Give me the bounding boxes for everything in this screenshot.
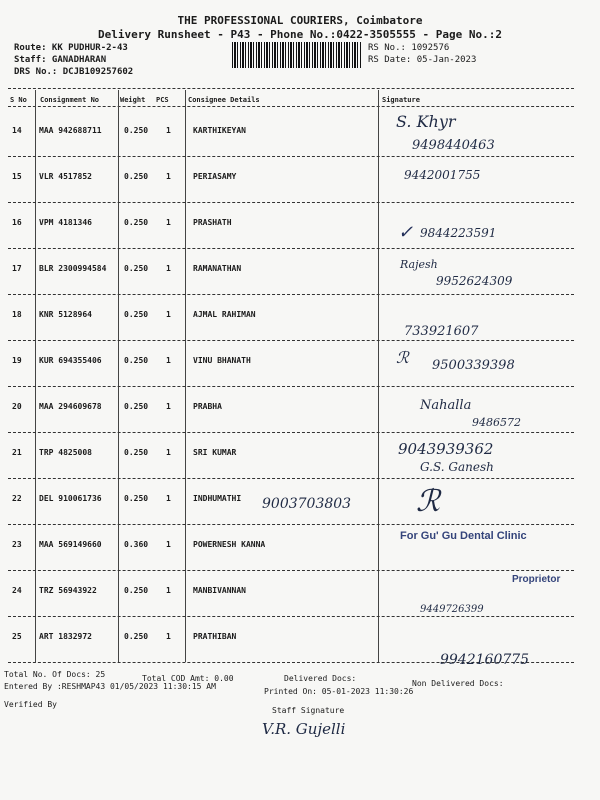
row-consignee: MANBIVANNAN	[193, 586, 246, 595]
row-sno: 24	[12, 586, 22, 595]
row-sno: 17	[12, 264, 22, 273]
runsheet-title: Delivery Runsheet - P43 - Phone No.:0422-3505555 - Page No.:2	[98, 28, 502, 41]
row-consignment: BLR 2300994584	[39, 264, 107, 273]
verified-by: Verified By	[4, 700, 57, 709]
entered-by: Entered By :RESHMAP43 01/05/2023 11:30:15 AM	[4, 682, 216, 691]
col-header-consignee: Consignee Details	[188, 96, 260, 104]
row-pcs: 1	[166, 540, 171, 549]
signature-14: S. Khyr	[396, 112, 456, 131]
barcode	[232, 42, 362, 68]
row-consignment: TRP 4825008	[39, 448, 92, 457]
row-consignee: POWERNESH KANNA	[193, 540, 266, 549]
divider	[8, 88, 574, 89]
phone-handwritten-19: 9500339398	[432, 358, 515, 373]
row-pcs: 1	[166, 494, 171, 503]
rs-date: RS Date: 05-Jan-2023	[368, 55, 477, 65]
row-sno: 18	[12, 310, 22, 319]
phone-handwritten-20: 9486572	[472, 416, 521, 429]
col-header-weight: Weight	[120, 96, 146, 104]
row-consignee: VINU BHANATH	[193, 356, 251, 365]
row-consignee: PRABHA	[193, 402, 222, 411]
phone-handwritten-14: 9498440463	[412, 138, 495, 153]
row-sno: 20	[12, 402, 22, 411]
row-consignment: VLR 4517852	[39, 172, 92, 181]
divider	[8, 106, 574, 107]
row-consignment: MAA 294609678	[39, 402, 102, 411]
rs-number: RS No.: 1092576	[368, 43, 450, 53]
signature-19-mark: ℛ	[396, 348, 409, 367]
drs-number: DRS No.: DCJB109257602	[14, 67, 134, 77]
staff-signature: V.R. Gujelli	[262, 720, 346, 738]
col-header-sno: S No	[10, 96, 27, 104]
row-consignee: INDHUMATHI	[193, 494, 242, 503]
staff: Staff: GANADHARAN	[14, 55, 107, 65]
row-consignment: MAA 942688711	[39, 126, 102, 135]
row-consignee: SRI KUMAR	[193, 448, 237, 457]
row-sno: 25	[12, 632, 22, 641]
staff-signature-label: Staff Signature	[272, 706, 345, 715]
company-name: THE PROFESSIONAL COURIERS, Coimbatore	[177, 14, 423, 27]
phone-handwritten-17: 9952624309	[436, 274, 513, 288]
row-pcs: 1	[166, 448, 171, 457]
total-cod: Total COD Amt: 0.00	[142, 674, 234, 683]
row-consignee: PRASHATH	[193, 218, 232, 227]
row-weight: 0.250	[124, 218, 149, 227]
route: Route: KK PUDHUR-2-43	[14, 43, 128, 53]
row-weight: 0.250	[124, 586, 149, 595]
row-sno: 21	[12, 448, 22, 457]
row-consignment: KUR 694355406	[39, 356, 102, 365]
clinic-stamp: For Gu' Gu Dental Clinic	[400, 530, 527, 542]
signature-22-mark: ℛ	[416, 484, 440, 519]
row-sno: 15	[12, 172, 22, 181]
row-pcs: 1	[166, 264, 171, 273]
row-pcs: 1	[166, 310, 171, 319]
table-row	[0, 202, 600, 248]
row-sno: 22	[12, 494, 22, 503]
row-consignee: AJMAL RAHIMAN	[193, 310, 256, 319]
row-consignment: KNR 5128964	[39, 310, 92, 319]
row-consignee: PRATHIBAN	[193, 632, 237, 641]
row-sno: 19	[12, 356, 22, 365]
row-weight: 0.250	[124, 448, 149, 457]
total-docs: Total No. Of Docs: 25	[4, 670, 106, 679]
phone-handwritten-25: 9942160775	[440, 652, 530, 668]
row-weight: 0.360	[124, 540, 149, 549]
phone-handwritten-16: 9844223591	[420, 226, 497, 240]
row-weight: 0.250	[124, 402, 149, 411]
row-weight: 0.250	[124, 632, 149, 641]
table-row	[0, 156, 600, 202]
row-weight: 0.250	[124, 310, 149, 319]
row-pcs: 1	[166, 172, 171, 181]
phone-handwritten-18: 733921607	[404, 324, 479, 339]
row-consignment: ART 1832972	[39, 632, 92, 641]
col-header-consignment: Consignment No	[40, 96, 100, 104]
table-row	[0, 294, 600, 340]
phone-handwritten-22: 9003703803	[262, 496, 352, 512]
row-weight: 0.250	[124, 494, 149, 503]
col-header-signature: Signature	[382, 96, 420, 104]
table-row	[0, 432, 600, 478]
row-weight: 0.250	[124, 356, 149, 365]
signature-17: Rajesh	[400, 258, 438, 271]
phone-handwritten-21: 9043939362	[398, 440, 494, 458]
non-delivered-docs: Non Delivered Docs:	[412, 679, 504, 688]
row-sno: 14	[12, 126, 22, 135]
row-sno: 23	[12, 540, 22, 549]
phone-handwritten-15: 9442001755	[404, 168, 481, 182]
signature-21: G.S. Ganesh	[420, 460, 494, 474]
row-pcs: 1	[166, 126, 171, 135]
row-pcs: 1	[166, 218, 171, 227]
row-consignee: PERIASAMY	[193, 172, 237, 181]
row-pcs: 1	[166, 402, 171, 411]
row-pcs: 1	[166, 632, 171, 641]
row-consignment: VPM 4181346	[39, 218, 92, 227]
row-consignee: RAMANATHAN	[193, 264, 242, 273]
row-pcs: 1	[166, 356, 171, 365]
row-weight: 0.250	[124, 264, 149, 273]
signature-16-mark: ✓	[398, 222, 414, 243]
row-pcs: 1	[166, 586, 171, 595]
signature-20: Nahalla	[420, 398, 472, 413]
phone-handwritten-24: 9449726399	[420, 604, 484, 615]
row-consignment: MAA 569149660	[39, 540, 102, 549]
row-consignment: DEL 910061736	[39, 494, 102, 503]
col-header-pcs: PCS	[156, 96, 169, 104]
table-row	[0, 110, 600, 156]
row-consignment: TRZ 56943922	[39, 586, 97, 595]
delivered-docs: Delivered Docs:	[284, 674, 357, 683]
proprietor-stamp: Proprietor	[512, 574, 561, 585]
row-sno: 16	[12, 218, 22, 227]
table-row	[0, 570, 600, 616]
row-weight: 0.250	[124, 172, 149, 181]
row-consignee: KARTHIKEYAN	[193, 126, 246, 135]
row-weight: 0.250	[124, 126, 149, 135]
printed-on: Printed On: 05-01-2023 11:30:26	[264, 687, 414, 696]
